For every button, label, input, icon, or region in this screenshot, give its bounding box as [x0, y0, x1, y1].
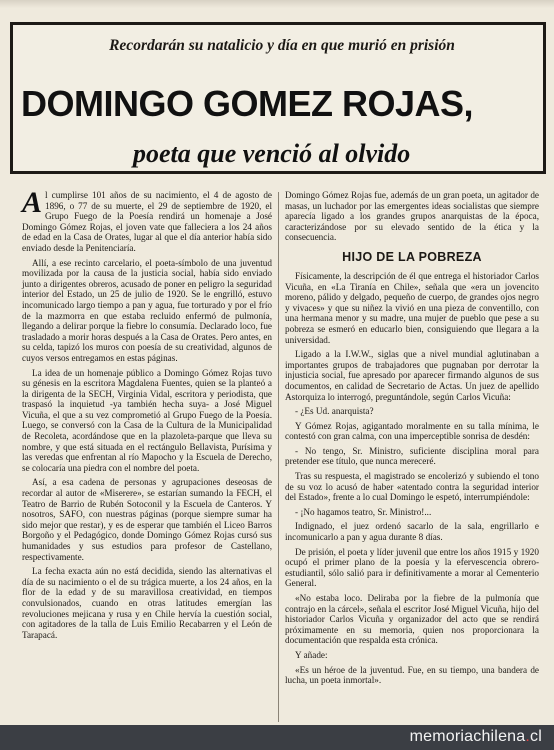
dialogue-line: - No tengo, Sr. Ministro, suficiente disciplina moral para pretender ese título, que nunca mereceré.: [285, 445, 539, 467]
article-paragraph: Así, a esa cadena de personas y agrupaciones deseosas de recordar al autor de «Miserere», se estarían sumando la FECH, el Teatro de Barrio de Rubén Sotoconil y la Escuela de Canteros. Y nosotros, SAFO, con nuestras páginas (porque siempre sumar ha sido mejor que restar), y es de esperar que también el Liceo Barros Borgoño y el Pedagógico, donde Domingo Gómez Rojas cursó sus humanidades y sus estudios para profesor de Castellano, respectivamente.: [22, 477, 272, 562]
drop-cap: A: [22, 186, 43, 219]
watermark-dot: .: [525, 728, 531, 745]
dialogue-line: - ¿Es Ud. anarquista?: [295, 406, 374, 417]
article-paragraph: «No estaba loco. Deliraba por la fiebre de la pulmonía que contrajo en la cárcel», señala el escritor José Miguel Vicuña, hijo del historiador Carlos Vicuña y organizador del acto que se rendirá próximamente en su memoria, quien nos proporcionara la documentación que respalda esta crónica.: [285, 593, 539, 646]
watermark-logo: [410, 728, 542, 746]
article-paragraph: Ligado a la I.W.W., siglas que a nivel mundial aglutinaban a importantes grupos de trabajadores que pugnaban por derrotar la injusticia social, fue apresado por aparecer firmando algunos de sus documentos, en calidad de Secretario de Actas. Un juez de apellido Astorquiza lo interrogó, preguntándole, según Carlos Vicuña:: [285, 349, 539, 402]
headline-box: [10, 22, 546, 174]
scan-edge: [0, 0, 554, 8]
dialogue-line: - ¡No hagamos teatro, Sr. Ministro!...: [295, 506, 432, 517]
article-paragraph: Allí, a ese recinto carcelario, el poeta-símbolo de una juventud movilizada por la causa de la justicia social, había sido enviado junto a dirigentes obreros, acusado de poner en peligro la seguridad interior del Estado, un 25 de julio de 1920. Se le engrilló, estuvo incomunicado largo tiempo a pan y agua, fue torturado y por el frío de la mazmorra en que estaba recluido enfermó de pulmonía, llegando a delirar porque la fiebre lo consumía. Declarado loco, fue trasladado a morir horas después a la Casa de Orates. Pero antes, en su celda, tapizó los muros con poesía de su creatividad, algunos de cuyos versos entregamos en estas páginas.: [22, 257, 272, 363]
section-heading: HIJO DE LA POBREZA: [342, 249, 482, 264]
right-column: [285, 190, 539, 690]
left-column: [22, 186, 272, 644]
watermark-name: memoriachilena: [409, 728, 526, 745]
article-paragraph: La fecha exacta aún no está decidida, siendo las alternativas el día de su nacimiento o el de su trágica muerte, a los 24 años, en la flor de la edad y de su maravillosa creatividad, en tiempos convulsionados, cuando en otras latitudes emergían las revoluciones mejicana y rusa y en Chile hervía la cuestión social, con agitadores de la talla de Luis Emilio Recabarren y el León de Tarapacá.: [22, 566, 272, 640]
watermark-bar: [0, 725, 554, 750]
headline-subtitle: poeta que venció al olvido: [133, 139, 411, 168]
article-paragraph: [22, 186, 272, 254]
headline-title: DOMINGO GOMEZ ROJAS,: [21, 83, 474, 124]
article-paragraph: Indignado, el juez ordenó sacarlo de la sala, engrillarlo e incomunicarlo a pan y agua durante 8 días.: [285, 521, 539, 543]
paragraph-text: l cumplirse 101 años de su nacimiento, el 4 de agosto de 1896, o 77 de su muerte, el 29 de septiembre de 1920, el Grupo Fuego de la Poesía rendirá un homenaje a José Domingo Gómez Rojas, el joven vate que falleciera a los 24 años de edad en la Casa de Orates, lugar al que el día anterior había sido enviado desde la Penitenciaría.: [22, 190, 272, 253]
article-paragraph: Y añade:: [295, 649, 328, 660]
column-divider: [278, 192, 279, 722]
article-paragraph: «Es un héroe de la juventud. Fue, en su tiempo, una bandera de lucha, un poeta inmortal».: [285, 664, 539, 686]
article-paragraph: Domingo Gómez Rojas fue, además de un gran poeta, un agitador de masas, un luchador por las emergentes ideas socialistas que siempre aparecía ligado a los grandes grupos anarquistas de la época, caracterizándose por su elevado sentido de la ética y la consecuencia.: [285, 190, 539, 243]
watermark-tld: cl: [530, 728, 542, 745]
article-paragraph: Tras su respuesta, el magistrado se encolerizó y subiendo el tono de su voz lo acusó de haber «atentado contra la seguridad interior del Estado», frente a lo cual Domingo le espetó, interrumpiéndole:: [285, 471, 539, 503]
article-paragraph: Y Gómez Rojas, agigantado moralmente en su talla mínima, le contestó con gran calma, con una imperceptible sonrisa de desdén:: [285, 420, 539, 442]
article-paragraph: De prisión, el poeta y líder juvenil que entre los años 1915 y 1920 ocupó el primer plano de la poesía y la efervescencia obrero-estudiantil, sólo salió para ir definitivamente a morar al Cementerio General.: [285, 546, 539, 589]
kicker: Recordarán su natalicio y día en que murió en prisión: [109, 37, 455, 54]
article-paragraph: Físicamente, la descripción de él que entrega el historiador Carlos Vicuña, en «La Tiranía en Chile», señala que «era un jovencito moreno, pálido y delgado, pequeño de cuerpo, de grandes ojos negro y vivaces» y que su niñez la vivió en una pieza de conventillo, con una hermana menor y su madre, una mujer de pueblo que pese a su pobreza se esmeró en educarlo bien, consiguiendo que llegara a la universidad.: [285, 270, 539, 345]
article-paragraph: La idea de un homenaje público a Domingo Gómez Rojas tuvo su génesis en la escritora Magdalena Fuentes, quien se la planteó a la dirigenta de la SECH, Virginia Vidal, escritora y periodista, que traspasó la inquietud -ya también hecha suya- a José Miguel Vicuña, el que a su vez comprometió al Grupo Fuego de la Poesía. Luego, se conversó con la Casa de la Cultura de la Municipalidad de Recoleta, acordándose que en la plazoleta-parque que lleva su nombre, y que está situada en el rectángulo Bellavista, Purísima y las veredas que enfrentan al río Mapocho y la Escuela de Derecho, se colocaría una piedra con el nombre del poeta.: [22, 367, 272, 473]
